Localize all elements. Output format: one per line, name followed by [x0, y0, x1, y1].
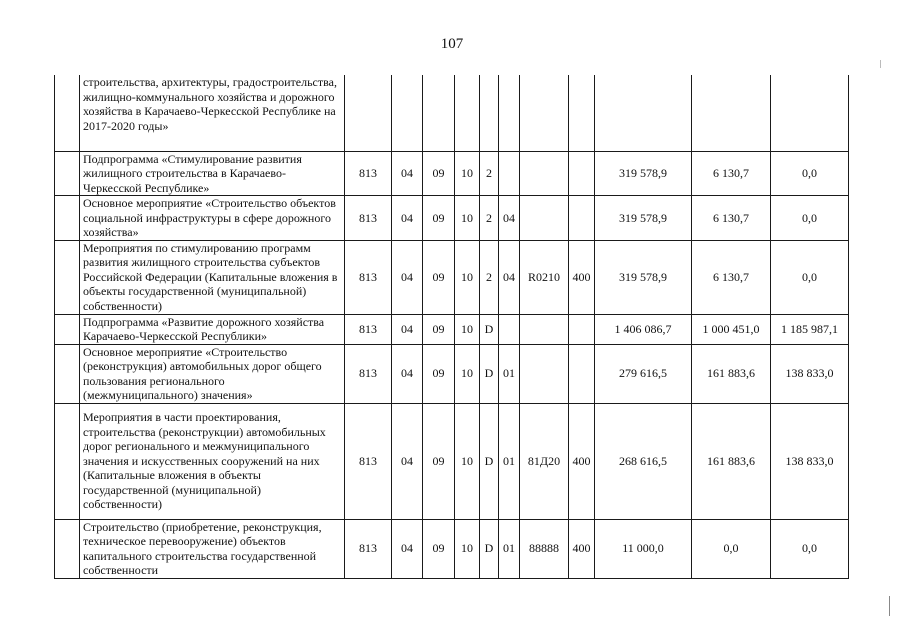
cell-subsection: 09 [423, 196, 455, 241]
cell-section: 04 [392, 403, 423, 519]
cell-program: 10 [455, 240, 480, 314]
cell-ministry: 813 [345, 151, 392, 196]
cell-expense-type [569, 75, 595, 151]
cell-subprogram: D [480, 314, 499, 344]
cell-section: 04 [392, 151, 423, 196]
cell-section [392, 75, 423, 151]
cell-event: 01 [499, 519, 520, 578]
cell-amount-2019 [692, 75, 771, 151]
cell-ministry: 813 [345, 344, 392, 403]
cell-section: 04 [392, 240, 423, 314]
page-number: 107 [440, 36, 464, 52]
cell-name: Мероприятия по стимулированию программ развития жилищного строительства субъектов Российской Федерации (Капитальные вложения в объекты государственной (муниципальной) собственности) [80, 240, 345, 314]
table-row [55, 75, 849, 151]
cell-section: 04 [392, 519, 423, 578]
table-row [55, 196, 849, 241]
table-row [55, 314, 849, 344]
cell-amount-2018: 1 406 086,7 [595, 314, 692, 344]
table-row [55, 151, 849, 196]
cell-expense-type: 400 [569, 403, 595, 519]
cell-subsection: 09 [423, 240, 455, 314]
cell-subprogram [480, 75, 499, 151]
cell-direction [520, 196, 569, 241]
cell-direction [520, 344, 569, 403]
cell-amount-2019: 6 130,7 [692, 151, 771, 196]
cell-amount-2019: 161 883,6 [692, 403, 771, 519]
cell-amount-2020: 138 833,0 [771, 403, 849, 519]
cell-expense-type: 400 [569, 519, 595, 578]
cell-amount-2020: 138 833,0 [771, 344, 849, 403]
cell-direction [520, 75, 569, 151]
cell-amount-2018 [595, 75, 692, 151]
cell-program: 10 [455, 344, 480, 403]
cell-name: Основное мероприятие «Строительство (реконструкция) автомобильных дорог общего пользования регионального (межмуниципального) значения» [80, 344, 345, 403]
cell-name: строительства, архитектуры, градостроительства, жилищно-коммунального хозяйства и дорожного хозяйства в Карачаево-Черкесской Республике на 2017-2020 годы» [80, 75, 345, 151]
cell-amount-2020: 0,0 [771, 519, 849, 578]
cell-amount-2020: 0,0 [771, 196, 849, 241]
budget-table [54, 75, 849, 579]
cell-direction: 81Д20 [520, 403, 569, 519]
cell-ministry: 813 [345, 240, 392, 314]
cell-subprogram: D [480, 403, 499, 519]
cell-name: Основное мероприятие «Строительство объектов социальной инфраструктуры в сфере дорожного хозяйства» [80, 196, 345, 241]
cell-subsection: 09 [423, 519, 455, 578]
cell-amount-2020 [771, 75, 849, 151]
cell-amount-2018: 319 578,9 [595, 196, 692, 241]
cell-ministry: 813 [345, 519, 392, 578]
cell-index [55, 75, 80, 151]
cell-expense-type [569, 314, 595, 344]
cell-index [55, 196, 80, 241]
cell-event [499, 151, 520, 196]
cell-index [55, 519, 80, 578]
cell-direction: 88888 [520, 519, 569, 578]
cell-amount-2018: 279 616,5 [595, 344, 692, 403]
cell-subsection: 09 [423, 344, 455, 403]
cell-event [499, 314, 520, 344]
cell-index [55, 344, 80, 403]
cell-name: Строительство (приобретение, реконструкция, техническое перевооружение) объектов капитального строительства государственной собственности [80, 519, 345, 578]
cell-expense-type [569, 151, 595, 196]
cell-direction [520, 314, 569, 344]
cell-subprogram: 2 [480, 196, 499, 241]
cell-ministry: 813 [345, 196, 392, 241]
cell-amount-2019: 161 883,6 [692, 344, 771, 403]
cell-event [499, 75, 520, 151]
cell-program: 10 [455, 196, 480, 241]
cell-program: 10 [455, 519, 480, 578]
table-body [55, 75, 849, 578]
cell-name: Подпрограмма «Развитие дорожного хозяйства Карачаево-Черкесской Республики» [80, 314, 345, 344]
cell-amount-2018: 268 616,5 [595, 403, 692, 519]
cell-subsection: 09 [423, 403, 455, 519]
cell-direction: R0210 [520, 240, 569, 314]
cell-amount-2019: 1 000 451,0 [692, 314, 771, 344]
cell-ministry: 813 [345, 314, 392, 344]
table-row [55, 344, 849, 403]
table-row [55, 403, 849, 519]
cell-program: 10 [455, 314, 480, 344]
cell-event: 04 [499, 240, 520, 314]
cell-direction [520, 151, 569, 196]
cell-section: 04 [392, 314, 423, 344]
cell-index [55, 240, 80, 314]
cell-event: 01 [499, 344, 520, 403]
scan-edge-mark [889, 596, 890, 616]
cell-program: 10 [455, 403, 480, 519]
cell-subprogram: D [480, 519, 499, 578]
cell-index [55, 403, 80, 519]
cell-amount-2019: 0,0 [692, 519, 771, 578]
cell-subprogram: 2 [480, 240, 499, 314]
cell-amount-2018: 11 000,0 [595, 519, 692, 578]
cell-amount-2020: 0,0 [771, 240, 849, 314]
cell-ministry: 813 [345, 403, 392, 519]
cell-amount-2018: 319 578,9 [595, 151, 692, 196]
cell-amount-2018: 319 578,9 [595, 240, 692, 314]
cell-index [55, 151, 80, 196]
cell-ministry [345, 75, 392, 151]
cell-subprogram: D [480, 344, 499, 403]
cell-section: 04 [392, 344, 423, 403]
cell-amount-2020: 1 185 987,1 [771, 314, 849, 344]
cell-expense-type [569, 344, 595, 403]
cell-expense-type [569, 196, 595, 241]
scan-edge-mark [880, 60, 881, 68]
cell-index [55, 314, 80, 344]
cell-name: Подпрограмма «Стимулирование развития жилищного строительства в Карачаево-Черкесской Республике» [80, 151, 345, 196]
table-row [55, 519, 849, 578]
cell-amount-2019: 6 130,7 [692, 196, 771, 241]
cell-name: Мероприятия в части проектирования, строительства (реконструкции) автомобильных дорог регионального и межмуниципального значения и искусственных сооружений на них (Капитальные вложения в объекты государственной (муниципальной) собственности) [80, 403, 345, 519]
cell-subsection: 09 [423, 314, 455, 344]
cell-subprogram: 2 [480, 151, 499, 196]
cell-amount-2020: 0,0 [771, 151, 849, 196]
cell-amount-2019: 6 130,7 [692, 240, 771, 314]
cell-subsection: 09 [423, 151, 455, 196]
cell-program [455, 75, 480, 151]
cell-event: 04 [499, 196, 520, 241]
cell-expense-type: 400 [569, 240, 595, 314]
cell-section: 04 [392, 196, 423, 241]
table-row [55, 240, 849, 314]
cell-event: 01 [499, 403, 520, 519]
cell-program: 10 [455, 151, 480, 196]
cell-subsection [423, 75, 455, 151]
